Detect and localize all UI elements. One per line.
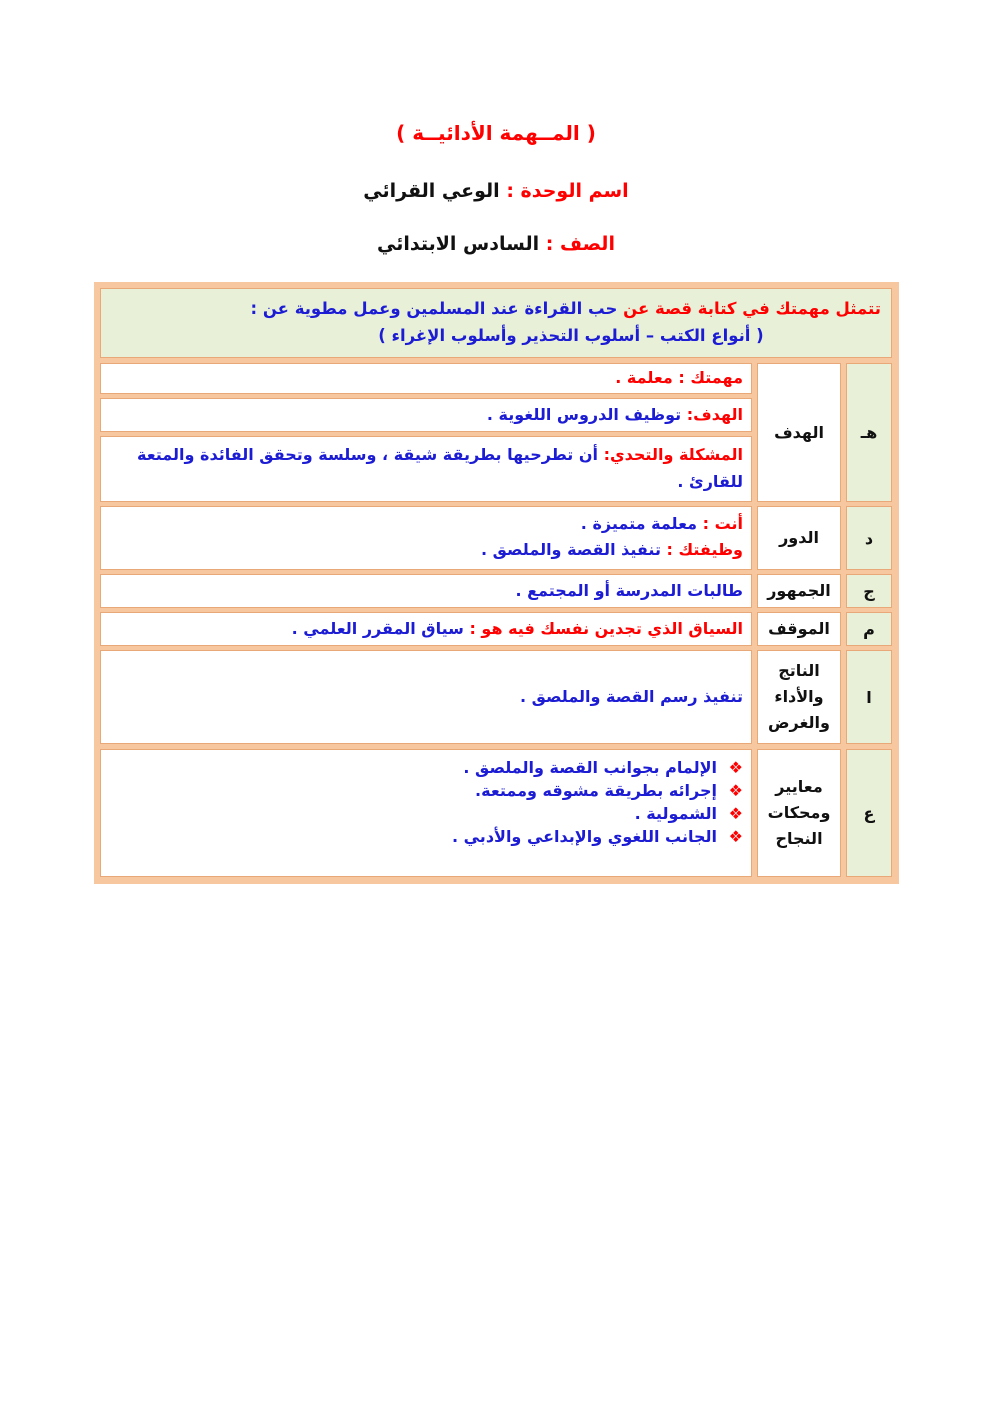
criteria-list-cell: [100, 749, 752, 877]
criteria-item: ❖ الشمولية .: [634, 804, 743, 823]
row-letter-product: ا: [846, 650, 892, 744]
role-line-you: أنت : معلمة متميزة .: [580, 514, 743, 533]
row-letter-situation: م: [846, 612, 892, 646]
criteria-list: [101, 750, 751, 848]
row-label-audience: الجمهور: [757, 574, 841, 608]
row-letter-goal: هـ: [846, 363, 892, 502]
row-letter-role: د: [846, 506, 892, 570]
diamond-bullet-icon: ❖: [728, 781, 743, 800]
audience-value: طالبات المدرسة أو المجتمع .: [100, 574, 752, 608]
task-title: ( المــهمة الأدائيــة ): [396, 121, 596, 145]
grade-value: السادس الابتدائي: [377, 233, 540, 255]
diamond-bullet-icon: ❖: [728, 804, 743, 823]
goal-item-objective: الهدف: توظيف الدروس اللغوية .: [100, 398, 752, 432]
role-value: [100, 506, 752, 570]
goal-item-task: مهمتك : معلمة .: [100, 363, 752, 394]
grade-label: الصف :: [545, 233, 615, 255]
criteria-item: ❖ الجانب اللغوي والإبداعي والأدبي .: [451, 827, 743, 846]
row-label-role: الدور: [757, 506, 841, 570]
row-label-goal: الهدف: [757, 363, 841, 502]
criteria-item: ❖ إجرائه بطريقة مشوقه وممتعة.: [475, 781, 743, 800]
situation-value: السياق الذي تجدين نفسك فيه هو : سياق المقرر العلمي .: [100, 612, 752, 646]
unit-line: [0, 180, 992, 202]
product-value: تنفيذ رسم القصة والملصق .: [100, 650, 752, 744]
grade-line: [0, 233, 992, 255]
row-label-criteria: معايير ومحكات النجاح: [757, 749, 841, 877]
unit-value: الوعي القرائي: [363, 180, 500, 202]
grasps-table: [94, 282, 899, 884]
goal-item-challenge: المشكلة والتحدي: أن تطرحيها بطريقة شيقة ، وسلسة وتحقق الفائدة والمتعة للقارئ .: [100, 436, 752, 502]
criteria-item: ❖ الإلمام بجوانب القصة والملصق .: [463, 758, 743, 777]
task-statement-line2: ( أنواع الكتب – أسلوب التحذير وأسلوب الإغراء ): [378, 326, 764, 345]
role-line-job: وظيفتك : تنفيذ القصة والملصق .: [480, 540, 743, 559]
diamond-bullet-icon: ❖: [728, 758, 743, 777]
row-label-situation: الموقف: [757, 612, 841, 646]
row-letter-audience: ج: [846, 574, 892, 608]
task-statement-cell: [100, 288, 892, 358]
row-label-product: الناتج والأداء والغرض: [757, 650, 841, 744]
task-statement-line1: تتمثل مهمتك في كتابة قصة عن حب القراءة عند المسلمين وعمل مطوية عن :: [250, 299, 881, 318]
unit-label: اسم الوحدة :: [506, 180, 629, 202]
diamond-bullet-icon: ❖: [728, 827, 743, 846]
row-letter-criteria: ع: [846, 749, 892, 877]
